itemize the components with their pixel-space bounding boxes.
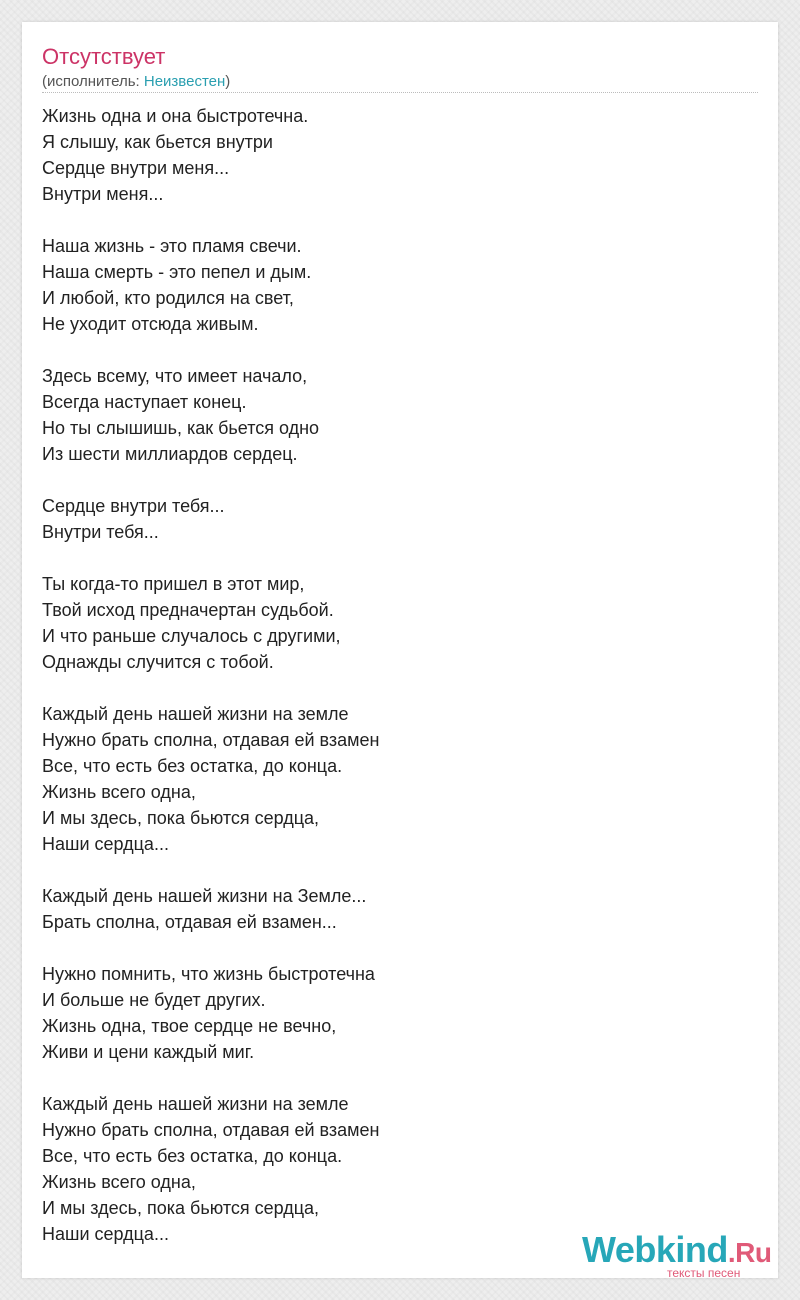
logo-tld: .Ru <box>727 1237 772 1268</box>
lyrics-line: Не уходит отсюда живым. <box>42 314 259 334</box>
lyrics-line: Сердце внутри меня... <box>42 158 230 178</box>
lyrics-line: Нужно брать сполна, отдавая ей взамен <box>42 730 380 750</box>
lyrics-line: Здесь всему, что имеет начало, <box>42 366 308 386</box>
lyrics-line: Из шести миллиардов сердец. <box>42 444 298 464</box>
lyrics-line: Сердце внутри тебя... <box>42 496 225 516</box>
lyrics-line: И больше не будет других. <box>42 990 266 1010</box>
lyrics-stanza <box>42 571 379 675</box>
lyrics-card <box>22 22 778 1278</box>
lyrics-line: Живи и цени каждый миг. <box>42 1042 255 1062</box>
lyrics-line: Внутри тебя... <box>42 522 159 542</box>
lyrics-line: Ты когда-то пришел в этот мир, <box>42 574 305 594</box>
lyrics-stanza <box>42 1091 379 1247</box>
lyrics-line: Все, что есть без остатка, до конца. <box>42 756 343 776</box>
lyrics-line: Твой исход предначертан судьбой. <box>42 600 334 620</box>
lyrics-line: Я слышу, как бьется внутри <box>42 132 273 152</box>
lyrics-line: И что раньше случалось с другими, <box>42 626 341 646</box>
lyrics-line: Наша смерть - это пепел и дым. <box>42 262 312 282</box>
lyrics-line: Жизнь одна, твое сердце не вечно, <box>42 1016 337 1036</box>
lyrics-line: И мы здесь, пока бьются сердца, <box>42 1198 320 1218</box>
lyrics-stanza <box>42 233 379 337</box>
artist-prefix: (исполнитель: <box>42 73 144 90</box>
lyrics-line: Жизнь всего одна, <box>42 1172 196 1192</box>
lyrics-line: Нужно помнить, что жизнь быстротечна <box>42 964 375 984</box>
lyrics-line: И мы здесь, пока бьются сердца, <box>42 808 320 828</box>
lyrics-line: Каждый день нашей жизни на Земле... <box>42 886 367 906</box>
lyrics-line: И любой, кто родился на свет, <box>42 288 294 308</box>
lyrics-line: Жизнь всего одна, <box>42 782 196 802</box>
lyrics-stanza <box>42 961 379 1065</box>
lyrics-stanza <box>42 701 379 857</box>
divider <box>42 92 758 93</box>
lyrics-line: Наша жизнь - это пламя свечи. <box>42 236 302 256</box>
lyrics-line: Наши сердца... <box>42 834 169 854</box>
lyrics-line: Жизнь одна и она быстротечна. <box>42 106 309 126</box>
lyrics-line: Наши сердца... <box>42 1224 169 1244</box>
lyrics-line: Все, что есть без остатка, до конца. <box>42 1146 343 1166</box>
webkind-logo[interactable] <box>582 1230 782 1286</box>
lyrics-line: Внутри меня... <box>42 184 164 204</box>
lyrics-text <box>42 103 379 1247</box>
lyrics-stanza <box>42 103 379 207</box>
logo-word: Webkind <box>582 1229 728 1270</box>
lyrics-line: Каждый день нашей жизни на земле <box>42 704 349 724</box>
lyrics-stanza <box>42 883 379 935</box>
lyrics-line: Каждый день нашей жизни на земле <box>42 1094 349 1114</box>
lyrics-line: Но ты слышишь, как бьется одно <box>42 418 320 438</box>
lyrics-line: Брать сполна, отдавая ей взамен... <box>42 912 337 932</box>
lyrics-stanza <box>42 363 379 467</box>
artist-line <box>42 72 230 92</box>
song-title: Отсутствует <box>42 44 166 69</box>
artist-link[interactable]: Неизвестен <box>143 73 226 90</box>
lyrics-line: Однажды случится с тобой. <box>42 652 274 672</box>
lyrics-stanza <box>42 493 379 545</box>
artist-suffix: ) <box>225 73 231 90</box>
logo-tagline: тексты песен <box>667 1266 741 1280</box>
lyrics-line: Всегда наступает конец. <box>42 392 247 412</box>
lyrics-line: Нужно брать сполна, отдавая ей взамен <box>42 1120 380 1140</box>
